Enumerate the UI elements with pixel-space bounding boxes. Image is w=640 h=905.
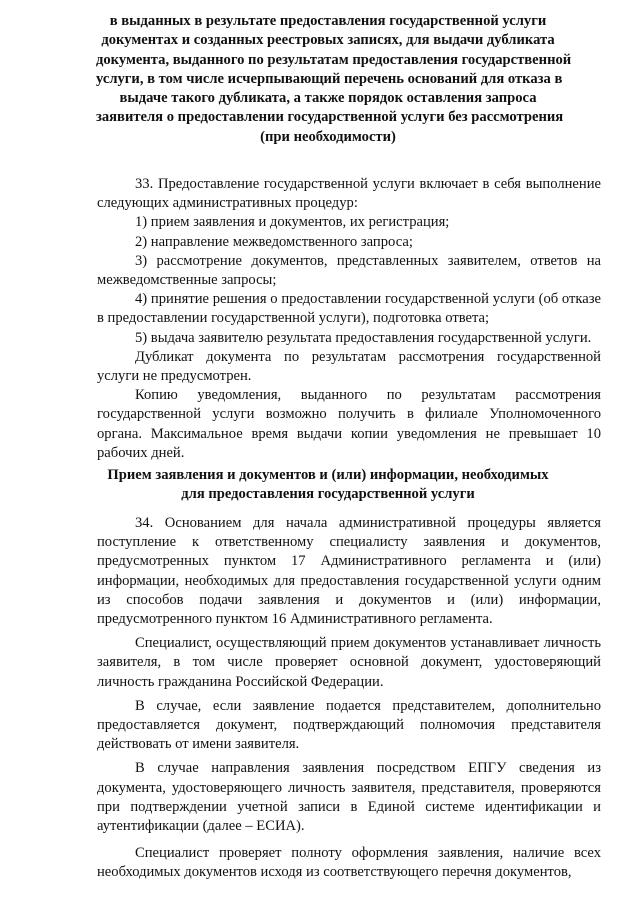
paragraph-representative: В случае, если заявление подается представителем, дополнительно предоставляется документ, подтверждающий полномочия представителя действовать от имени заявителя. <box>97 697 601 753</box>
list-item-4: 4) принятие решения о предоставлении государственной услуги (об отказе в предоставлении государственной услуги), подготовка ответа; <box>97 291 601 327</box>
heading-line: в выданных в результате предоставления государственной услуги <box>109 13 547 29</box>
section-34 <box>97 514 601 883</box>
paragraph-duplicate: Дубликат документа по результатам рассмотрения государственной услуги не предусмотрен. <box>97 348 601 385</box>
heading-line: выдаче такого дубликата, а также порядок оставления запроса <box>119 90 537 107</box>
paragraph-34-basis: 34. Основанием для начала административной процедуры является поступление к ответственному специалисту заявления и документов, предусмотренных пунктом 17 Административного регламента и (или) информации, необходимых для предоставления государственной услуги одним из способов подачи заявления и документов и (или) информации, предусмотренного пунктом 16 Административного регламента. <box>97 515 601 628</box>
heading-line: услуги, в том числе исчерпывающий перечень оснований для отказа в <box>96 70 563 87</box>
section-heading-duplicate <box>96 12 572 147</box>
paragraph-identity-check: Специалист, осуществляющий прием документов устанавливает личность заявителя, в том числе проверяет основной документ, удостоверяющий личность гражданина Российской Федерации. <box>97 635 601 690</box>
list-item-2: 2) направление межведомственного запроса; <box>135 233 413 250</box>
heading-line: документа, выданного по результатам предоставления государственной <box>96 51 572 68</box>
heading-line: заявителя о предоставлении государственной услуги без рассмотрения <box>96 109 564 126</box>
list-item-1: 1) прием заявления и документов, их регистрация; <box>135 214 450 231</box>
paragraph-completeness: Специалист проверяет полноту оформления заявления, наличие всех необходимых документов исходя из соответствующего перечня документов, <box>97 845 601 881</box>
section-33 <box>97 175 601 463</box>
heading-line: Прием заявления и документов и (или) информации, необходимых <box>107 467 549 483</box>
heading-line: (при необходимости) <box>260 128 396 145</box>
list-item-3: 3) рассмотрение документов, представленных заявителем, ответов на межведомственные запросы; <box>97 252 601 289</box>
heading-line: документах и созданных реестровых записях, для выдачи дубликата <box>101 32 555 49</box>
paragraph-copy: Копию уведомления, выданного по результатам рассмотрения государственной услуги возможно получить в филиале Уполномоченного органа. Максимальное время выдачи копии уведомления не превышает 10 рабочих дней. <box>97 387 601 461</box>
section-heading-reception <box>96 466 560 505</box>
list-item-5: 5) выдача заявителю результата предоставления государственной услуги. <box>135 329 592 346</box>
paragraph-33-intro: 33. Предоставление государственной услуги включает в себя выполнение следующих административных процедур: <box>97 176 601 212</box>
paragraph-epgu: В случае направления заявления посредством ЕПГУ сведения из документа, удостоверяющего личность заявителя, представителя, проверяются при подтверждении учетной записи в Единой системе идентификации и аутентификации (далее – ЕСИА). <box>97 760 601 835</box>
heading-line: для предоставления государственной услуги <box>181 486 475 503</box>
